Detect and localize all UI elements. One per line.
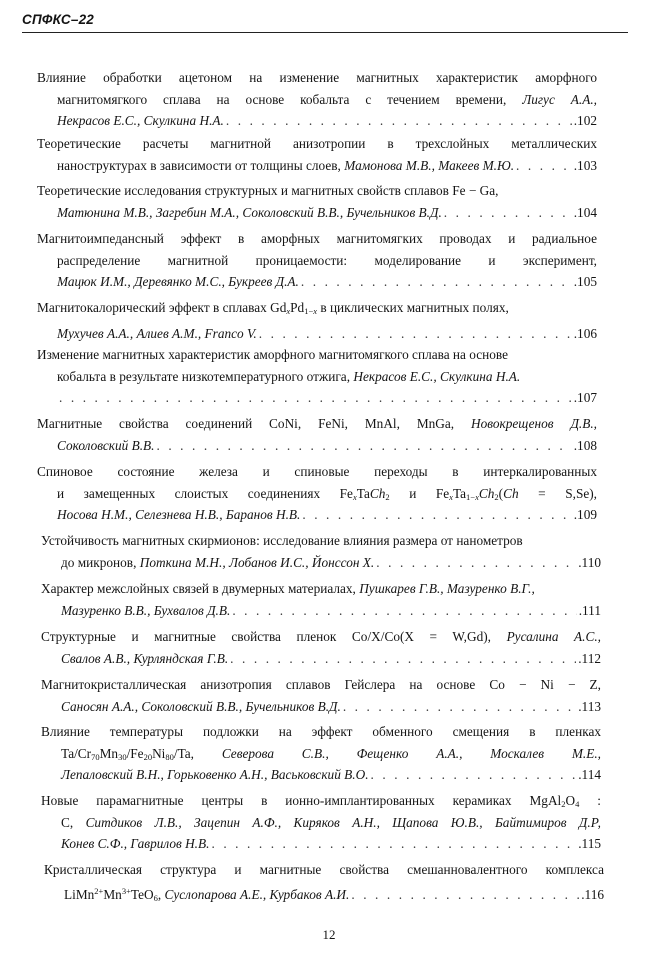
leader-dots [59, 387, 572, 409]
entry-title: Магнитокристаллическая анизотропия сплавов Гейслера на основе Co − Ni − Z, [41, 677, 601, 692]
leader-dots [351, 884, 579, 906]
entry-lead-line: $LiMn^{2+}Mn^{3+}TeO_6$, Суслопарова А.Е., Курбаков А.И. . . . .116 [44, 881, 604, 910]
entry-title-line: Спиновое состояние железа и спиновые переходы в интеркалированных [37, 464, 597, 479]
toc-entry[interactable] [37, 67, 597, 132]
entry-page: .112 [578, 650, 601, 666]
entry-title-line: Изменение магнитных характеристик аморфного магнитомягкого сплава на основе [37, 347, 509, 362]
header-title: СПФКС–22 [22, 12, 94, 27]
toc-entry[interactable] [44, 859, 604, 909]
entry-title-line: $Ta/Cr_{70}Mn_{30}/Fe_{20}Ni_{80}/Ta$, Северова С.В., Фещенко А.А., Москалев М.Е., [61, 745, 601, 762]
entry-title-line: Влияние обработки ацетоном на изменение магнитных характеристик аморфного [37, 70, 597, 85]
entry-title-line: Кристаллическая структура и магнитные свойства смешанновалентного комплекса [44, 862, 604, 877]
toc-entry[interactable] [41, 790, 601, 855]
entry-page: .102 [573, 113, 597, 128]
toc-entry[interactable] [41, 674, 601, 717]
running-header [22, 8, 628, 34]
entry-authors: Мацюк И.М., Деревянко М.С., Букреев Д.А. [57, 274, 299, 289]
toc-entry[interactable] [41, 626, 601, 669]
entry-title-line: Магнитоимпедансный эффект в аморфных магнитомягких проводах и радиальное [37, 231, 597, 246]
toc-entry[interactable] [37, 413, 597, 456]
toc-entry[interactable] [37, 228, 597, 293]
entry-title-line: Магнитокалорический эффект в сплавах $Gd_xPd_{1-x}$ в циклических магнитных полях, [37, 300, 509, 316]
entry-authors: Носова Н.М., Селезнева Н.В., Баранов Н.В. [57, 507, 301, 522]
entry-page: .108 [573, 437, 597, 453]
entry-page: .104 [573, 204, 597, 220]
entry-lead-line: Соколовский В.В. . . . .108 [37, 435, 597, 457]
entry-lead-line [37, 387, 597, 409]
leader-dots [371, 764, 577, 786]
entry-title-line: Магнитные свойства соединений CoNi, FeNi, MnAl, MnGa, Новокрещенов Д.В., [37, 416, 597, 431]
leader-dots [211, 833, 576, 855]
page-number: 12 [322, 927, 336, 942]
entry-title-line: Структурные и магнитные свойства пленок Co/X/Co(X = W,Gd), Русалина А.С., [41, 629, 601, 644]
entry-authors: Матюнина М.В., Загребин М.А., Соколовский В.В., Бучельников В.Д. [57, 204, 442, 220]
entry-lead-line [37, 271, 597, 293]
entry-authors: Некрасов Е.С., Скулкина Н.А. [353, 368, 521, 384]
entry-title-line: Влияние температуры подложки на эффект обменного смещения в пленках [41, 724, 601, 739]
entry-page: .107 [573, 390, 597, 405]
header-rule [22, 32, 628, 33]
entry-title-line: Теоретические расчеты магнитной анизотропии в трехслойных металлических [37, 136, 597, 151]
entry-page: .105 [573, 274, 597, 289]
entry-authors: Суслопарова А.Е., Курбаков А.И. [164, 886, 350, 902]
leader-dots [156, 435, 571, 457]
entry-page: .103 [573, 157, 597, 173]
leader-dots [444, 202, 572, 224]
entry-lead-line: Свалов А.В., Курляндская Г.В. . . . .112 [41, 648, 601, 670]
entry-authors: Мухучев А.А., Алиев А.М., Franco V. [57, 325, 257, 341]
entry-page: .110 [578, 554, 601, 570]
entry-title-line: Устойчивость магнитных скирмионов: исследование влияния размера от нанометров [41, 533, 523, 548]
entry-lead-line [41, 696, 601, 718]
entry-title: Теоретические исследования структурных и магнитных свойств сплавов Fe − Ga, [37, 183, 499, 198]
entry-authors: Саносян А.А., Соколовский В.В., Бучельников В.Д. [61, 698, 341, 714]
toc-entry[interactable] [37, 461, 597, 526]
toc-entry[interactable] [37, 344, 597, 409]
leader-dots [226, 110, 572, 132]
toc-entry[interactable] [37, 133, 597, 176]
toc-entry[interactable] [41, 721, 601, 786]
entry-lead-line [37, 202, 597, 224]
entry-title-line: Новые парамагнитные центры в ионно-имплантированных керамиках $MgAl_2O_4$ : [41, 793, 601, 809]
entry-lead-line [37, 323, 597, 345]
entry-lead-line: Лепаловский В.Н., Горьковенко А.Н., Васьковский В.О. . . . .114 [41, 764, 601, 786]
toc-entry[interactable] [41, 578, 601, 621]
entry-lead-line: Конев С.Ф., Гаврилов Н.В. . . . .115 [41, 833, 601, 855]
entry-page: .115 [578, 836, 601, 851]
toc-entry[interactable] [41, 530, 601, 573]
entry-page: .109 [573, 507, 597, 522]
leader-dots [232, 600, 576, 622]
entry-title-line: C, Ситдиков Л.В., Зацепин А.Ф., Киряков А.Н., Щапова Ю.В., Байтимиров Д.Р, [61, 814, 601, 830]
entry-page: .111 [578, 602, 601, 618]
entry-page: .106 [573, 325, 597, 341]
entry-authors: Мамонова М.В., Макеев М.Ю. [344, 157, 515, 173]
leader-dots [343, 696, 576, 718]
toc-entry[interactable] [37, 297, 597, 344]
entry-lead-line: Мазуренко В.В., Бухвалов Д.В. . . . .111 [41, 600, 601, 622]
toc-entry[interactable] [37, 180, 597, 223]
entry-lead-line: до микронов, Поткина М.Н., Лобанов И.С., Йонссон Х. . . . .110 [41, 552, 601, 574]
entry-title-line: магнитомягкого сплава на основе кобальта с течением времени, Лигус А.А., [57, 91, 597, 107]
leader-dots [230, 648, 576, 670]
entry-page: .116 [581, 886, 604, 902]
entry-lead-line: наноструктурах в зависимости от толщины слоев, Мамонова М.В., Макеев М.Ю. . . . .103 [37, 155, 597, 177]
leader-dots [516, 155, 572, 177]
entry-page: .113 [578, 698, 601, 714]
leader-dots [376, 552, 576, 574]
leader-dots [301, 271, 572, 293]
entry-page: .114 [578, 767, 601, 782]
entry-authors: Поткина М.Н., Лобанов И.С., Йонссон Х. [139, 554, 375, 570]
entry-lead-line [37, 504, 597, 526]
entry-lead-line: Некрасов Е.С., Скулкина Н.А. . . . .102 [37, 110, 597, 132]
leader-dots [302, 504, 571, 526]
entry-title-line: распределение магнитной проницаемости: моделирование и эксперимент, [57, 252, 597, 268]
entry-title-line: кобальта в результате низкотемпературного отжига, Некрасов Е.С., Скулкина Н.А. [57, 368, 521, 384]
leader-dots [259, 323, 572, 345]
entry-title-line: и замещенных слоистых соединениях $Fe_xTaCh_2$ и $Fe_xTa_{1-x}Ch_2(Ch = S,Se)$, [57, 485, 597, 502]
entry-title-line: Характер межслойных связей в двумерных материалах, Пушкарев Г.В., Мазуренко В.Г., [41, 581, 535, 596]
